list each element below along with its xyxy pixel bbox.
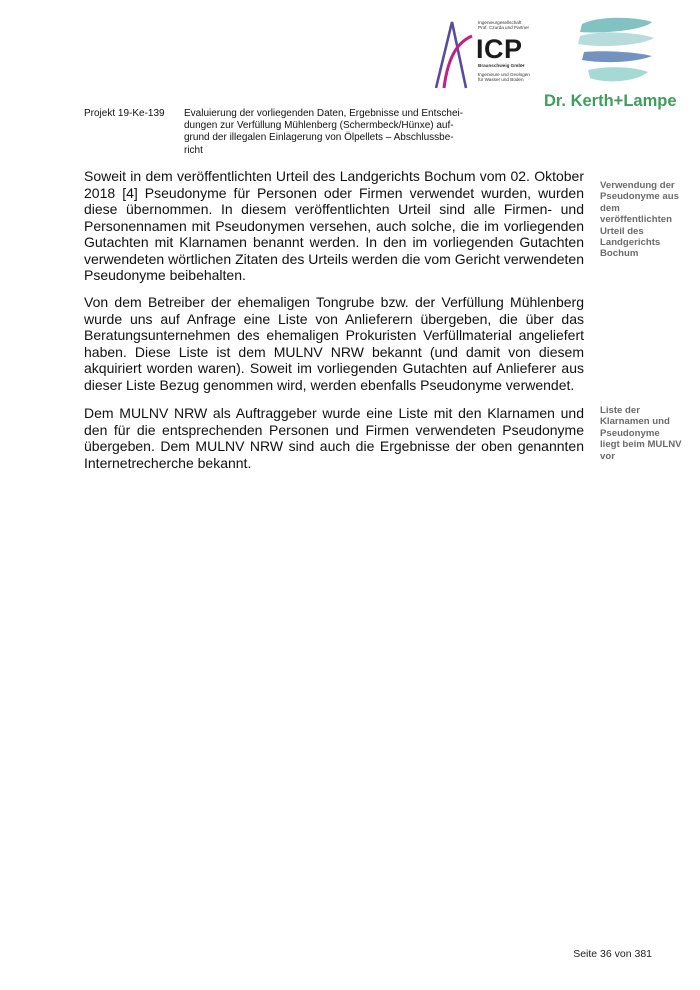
icp-top-text: Ingenieurgesellschaft Prof. Czurda und Partner xyxy=(478,20,530,31)
project-number: Projekt 19-Ke-139 xyxy=(84,108,165,119)
margin-note-client-list: Liste der Klarnamen und Pseudonyme liegt beim MULNV vor xyxy=(600,405,682,462)
paragraph-client-list: Dem MULNV NRW als Auftraggeber wurde eine Liste mit den Klarnamen und den für die entsprechenden Personen und Firmen verwendeten Pseudonyme übergeben. Dem MULNV NRW sind auch die Ergebnisse der oben genannten Internetrecherche bekannt. xyxy=(84,405,584,471)
kerth-lampe-logo xyxy=(540,14,690,114)
page-number: Seite 36 von 381 xyxy=(573,948,652,960)
kerth-lampe-name: Dr. Kerth+Lampe xyxy=(544,92,677,110)
brush-strokes-icon xyxy=(540,14,690,92)
paragraph-pseudonyms-court: Soweit in dem veröffentlichten Urteil des Landgerichts Bochum vom 02. Oktober 2018 [4] Pseudonyme für Personen oder Firmen verwendet wurden, wurden diese übernommen. In diesem veröffentlichten Urteil sind alle Firmen- und Personennamen mit Pseudonymen versehen, auch solche, die im vorliegenden Gutachten mit Klarnamen benannt werden. In den im vorliegenden Gutachten verwendeten wörtlichen Zitaten des Urteils werden die vom Gericht verwendeten Pseudonyme beibehalten. xyxy=(84,168,584,283)
paragraph-supplier-list: Von dem Betreiber der ehemaligen Tongrube bzw. der Verfüllung Mühlenberg wurde uns auf Anfrage eine Liste von Anlieferern übergeben, die über das Beratungsunternehmen des ehemaligen Prokuristen Verfüllmaterial angeliefert haben. Diese Liste ist dem MULNV NRW bekannt (und damit von diesem akquiriert worden waren). Soweit im vorliegenden Gutachten auf Anlieferer aus dieser Liste Bezug genommen wird, werden ebenfalls Pseudonyme verwendet. xyxy=(84,294,584,393)
margin-note-court-pseudonyms: Verwendung der Pseudonyme aus dem veröffentlichten Urteil des Landgerichts Bochum xyxy=(600,180,679,260)
icp-sub-text-2: Ingenieure und Geologen für Wasser und Boden xyxy=(478,72,530,83)
icp-arch-icon xyxy=(432,16,480,90)
report-title: Evaluierung der vorliegenden Daten, Ergebnisse und Entschei- dungen zur Verfüllung Mühlenberg (Schermbeck/Hünxe) auf- grund der illegalen Einlagerung von Ölpellets – Abschlussbe- richt xyxy=(184,108,464,156)
icp-logo xyxy=(432,16,536,90)
icp-sub-text: Braunschweig GmbH xyxy=(478,63,525,68)
icp-name: ICP xyxy=(476,34,523,64)
